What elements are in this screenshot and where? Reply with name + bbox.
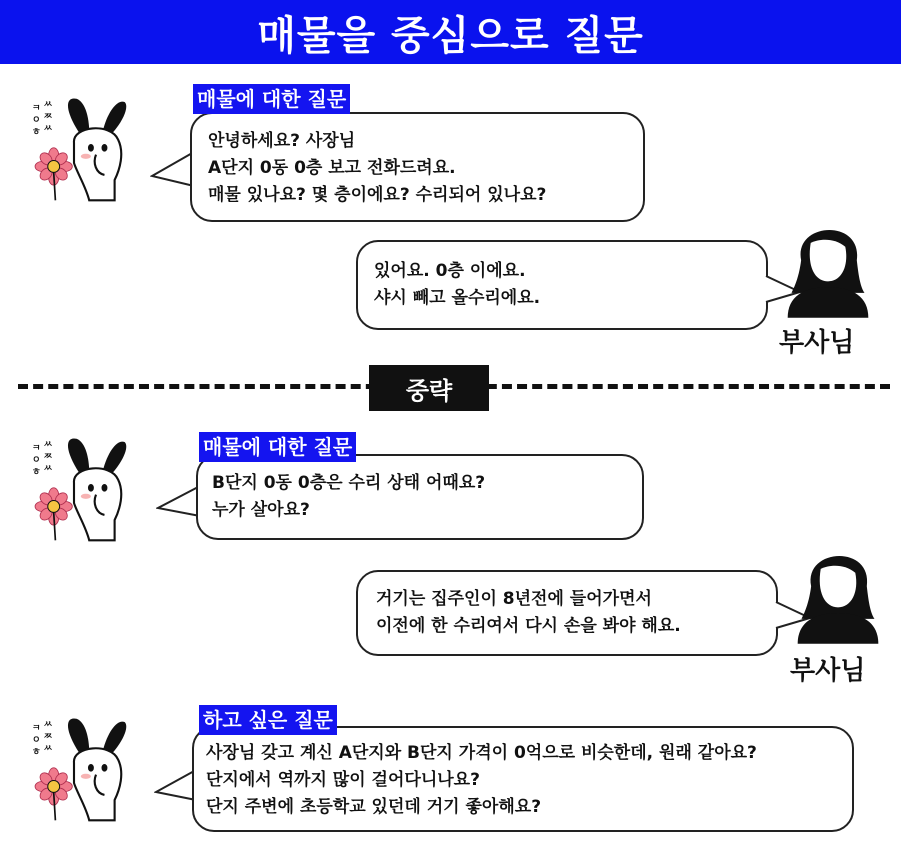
question-line: 누가 살아요? (212, 500, 310, 520)
page-banner (0, 0, 901, 64)
question-bubble (190, 112, 645, 222)
answer-bubble (356, 240, 768, 330)
answer-line: 거기는 집주인이 8년전에 들어가면서 (376, 589, 652, 609)
answer-line: 샤시 빼고 올수리에요. (374, 288, 541, 308)
banner-title: 매물을 중심으로 질문 (257, 12, 644, 59)
question-bubble (192, 726, 854, 832)
question-line: B단지 0동 0층은 수리 상태 어때요? (212, 473, 486, 493)
question-bubble (196, 454, 644, 540)
question-line: 단지에서 역까지 많이 걸어다니나요? (206, 770, 480, 790)
divider-label: 중략 (405, 376, 453, 405)
woman-avatar-icon (790, 538, 886, 644)
question-tag: 매물에 대한 질문 (193, 84, 350, 114)
answer-line: 있어요. 0층 이에요. (374, 261, 526, 281)
divider-label-box (369, 365, 489, 411)
question-tag: 매물에 대한 질문 (199, 432, 356, 462)
question-line: 매물 있나요? 몇 층이에요? 수리되어 있나요? (208, 185, 547, 205)
question-line: 사장님 갖고 계신 A단지와 B단지 가격이 0억으로 비슷한데, 원래 같아요? (206, 743, 757, 763)
agent-role-label: 부사님 (790, 656, 866, 686)
rabbit-character-icon (30, 432, 140, 542)
question-line: 안녕하세요? 사장님 (208, 131, 356, 151)
rabbit-character-icon (30, 92, 140, 202)
question-line: A단지 0동 0층 보고 전화드려요. (208, 158, 456, 178)
rabbit-character-icon (30, 712, 140, 822)
woman-avatar-icon (780, 212, 876, 318)
answer-line: 이전에 한 수리여서 다시 손을 봐야 해요. (376, 616, 681, 636)
answer-bubble (356, 570, 778, 656)
question-line: 단지 주변에 초등학교 있던데 거기 좋아해요? (206, 797, 542, 817)
question-tag: 하고 싶은 질문 (199, 705, 337, 735)
agent-role-label: 부사님 (779, 328, 855, 358)
